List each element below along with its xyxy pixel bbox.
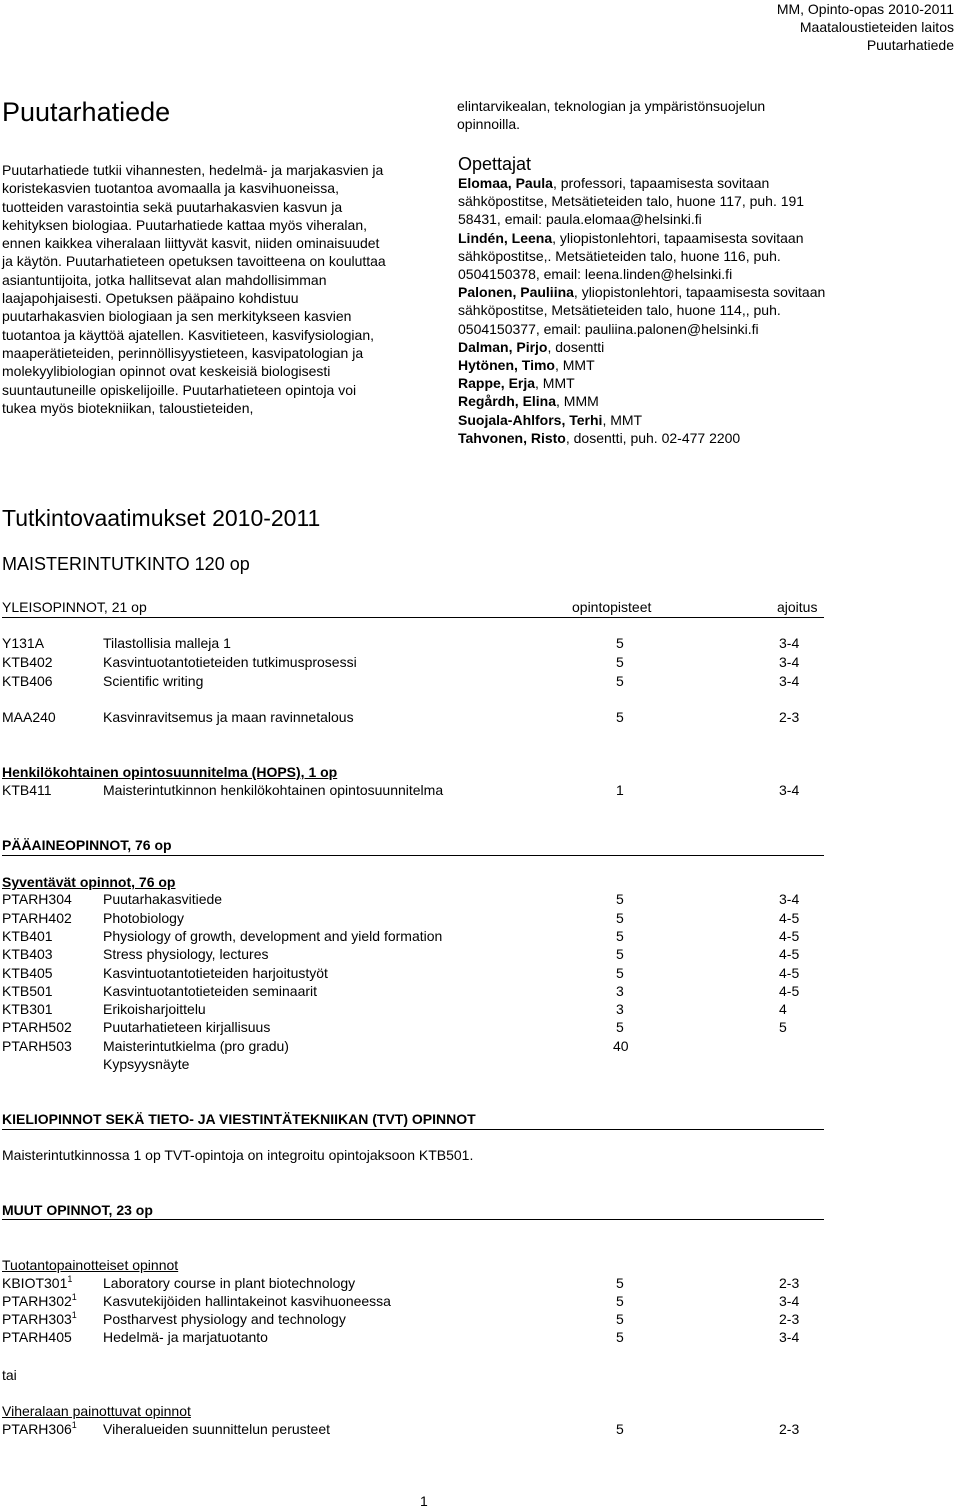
hops-heading: Henkilökohtainen opintosuunnitelma (HOPS), 1 op [2,764,338,780]
teacher-entry [458,338,828,356]
teacher-entry [458,411,828,429]
footnote-mark: 1 [71,1420,77,1430]
course-timing: 3-4 [779,1293,800,1309]
intro-paragraph-continued: elintarvikealan, teknologian ja ympäristönsuojelun opinnoilla. [457,98,766,133]
course-row [2,1037,824,1055]
course-row [2,909,824,927]
course-timing: 2-3 [779,1311,800,1327]
teacher-entry [458,392,828,410]
course-name: Viheralueiden suunnittelun perusteet [103,1421,331,1437]
course-row [2,672,824,690]
page-number: 1 [420,1493,428,1509]
course-code [2,1420,77,1438]
production-studies-heading: Tuotantopainotteiset opinnot [2,1257,179,1273]
course-credits: 5 [616,910,624,926]
course-credits: 5 [616,635,624,651]
course-code: KTB406 [2,673,53,689]
language-studies-heading: KIELIOPINNOT SEKÄ TIETO- JA VIESTINTÄTEKNIIKAN (TVT) OPINNOT [2,1111,476,1127]
course-row [2,1420,824,1438]
landscape-studies-heading: Viheralaan painottuvat opinnot [2,1403,191,1419]
teacher-name: Lindén, Leena [458,229,553,246]
course-credits: 5 [616,1311,624,1327]
course-timing: 3-4 [779,654,800,670]
course-code: PTARH502 [2,1019,72,1035]
footnote-mark: 1 [67,1274,73,1284]
course-timing: 3-4 [779,635,800,651]
course-code [2,1310,77,1328]
course-timing: 5 [779,1019,787,1035]
course-name: Photobiology [103,910,184,926]
degree-heading: MAISTERINTUTKINTO 120 op [2,554,250,574]
course-credits: 5 [616,1421,624,1437]
course-name: Puutarhakasvitiede [103,891,223,907]
course-credits: 40 [613,1038,629,1054]
section-divider [2,855,824,856]
teacher-info: , MMT [602,411,643,428]
page-title: Puutarhatiede [2,97,171,127]
course-code: KTB403 [2,946,53,962]
course-row [2,708,824,726]
course-name: Kypsyysnäyte [103,1056,190,1072]
course-code-text: PTARH405 [2,1329,72,1345]
course-timing: 4 [779,1001,787,1017]
teachers-heading: Opettajat [458,154,532,174]
footnote-mark: 1 [71,1292,77,1302]
course-row [2,1310,824,1328]
course-name: Kasvutekijöiden hallintakeinot kasvihuoneessa [103,1293,391,1309]
teacher-name: Hytönen, Timo [458,357,555,374]
course-credits: 3 [616,1001,624,1017]
course-timing: 2-3 [779,709,800,725]
course-code [2,1328,72,1346]
course-row [2,1292,824,1310]
timing-column-header: ajoitus [777,599,818,615]
course-code-text: PTARH303 [2,1311,72,1327]
teacher-info: , yliopistonlehtori, tapaamisesta sovitaan sähköpostitse,. Metsätieteiden talo, huone 116, puh. 0504150378, email: leena.linden@helsinki.fi [458,229,804,283]
course-row [2,1018,824,1036]
course-name: Maisterintutkinnon henkilökohtainen opintosuunnitelma [103,782,444,798]
course-row [2,1328,824,1346]
course-credits: 5 [616,1293,624,1309]
course-code [2,1292,77,1310]
course-name: Puutarhatieteen kirjallisuus [103,1019,271,1035]
course-row [2,634,824,652]
course-timing: 3-4 [779,1329,800,1345]
teacher-info: , professori, tapaamisesta sovitaan sähköpostitse, Metsätieteiden talo, huone 117, puh. 191 58431, email: paula.elomaa@helsinki.fi [458,175,805,228]
course-row [2,1274,824,1292]
course-timing: 2-3 [779,1421,800,1437]
teacher-info: , MMT [554,357,595,374]
course-timing: 4-5 [779,983,800,999]
course-name: Laboratory course in plant biotechnology [103,1275,356,1291]
course-code-text: PTARH306 [2,1421,72,1437]
course-timing: 3-4 [779,673,800,689]
teacher-name: Tahvonen, Risto [458,429,566,446]
course-name: Postharvest physiology and technology [103,1311,346,1327]
general-studies-heading: YLEISOPINNOT, 21 op [2,599,147,615]
teacher-entry [458,174,828,229]
teacher-info: , MMM [556,393,599,410]
major-studies-heading: PÄÄAINEOPINNOT, 76 op [2,837,172,853]
course-credits: 5 [616,1275,624,1291]
teacher-info: , MMT [535,375,575,392]
course-timing: 3-4 [779,891,800,907]
course-code: KTB411 [2,782,52,798]
course-credits: 5 [616,709,624,725]
course-credits: 5 [616,891,624,907]
header-line-1: MM, Opinto-opas 2010-2011 [776,1,954,17]
course-credits: 1 [616,782,624,798]
course-credits: 5 [616,673,624,689]
course-name: Kasvinravitsemus ja maan ravinnetalous [103,709,354,725]
section-divider [2,1219,824,1220]
course-name: Stress physiology, lectures [103,946,269,962]
course-code: KTB401 [2,928,53,944]
teacher-name: Dalman, Pirjo [458,338,548,355]
course-code: Y131A [2,635,45,651]
course-row [2,1055,824,1073]
teacher-name: Elomaa, Paula [458,175,553,191]
teacher-entry [458,374,828,392]
course-timing: 3-4 [779,782,800,798]
course-timing: 2-3 [779,1275,800,1291]
teacher-entry [458,429,828,447]
course-row [2,781,824,799]
course-credits: 5 [616,1329,624,1345]
course-code: KTB402 [2,654,53,670]
teacher-name: Regårdh, Elina [458,393,557,410]
course-code: KTB405 [2,965,53,981]
course-timing: 4-5 [779,910,800,926]
course-row [2,927,824,945]
course-credits: 5 [616,928,624,944]
course-timing: 4-5 [779,946,800,962]
teacher-info: , dosentti [547,338,605,355]
other-studies-heading: MUUT OPINNOT, 23 op [2,1202,153,1218]
course-row [2,982,824,1000]
course-name: Hedelmä- ja marjatuotanto [103,1329,268,1345]
or-separator: tai [2,1367,17,1383]
course-code-text: PTARH302 [2,1293,72,1309]
course-row [2,964,824,982]
course-name: Tilastollisia malleja 1 [103,635,231,651]
document-header [777,0,954,54]
section-divider [2,1129,824,1130]
course-credits: 3 [616,983,624,999]
teacher-entry [458,356,828,374]
teacher-info: , yliopistonlehtori, tapaamisesta sovitaan sähköpostitse, Metsätieteiden talo, huone 114,, puh. 0504150377, email: pauliina.palonen@helsinki.fi [458,284,826,337]
teacher-name: Suojala-Ahlfors, Terhi [458,411,603,428]
course-code: KTB501 [2,983,53,999]
advanced-studies-heading: Syventävät opinnot, 76 op [2,874,176,890]
course-row [2,1000,824,1018]
teacher-entry [458,229,828,284]
course-credits: 5 [616,654,624,670]
course-credits: 5 [616,946,624,962]
section-divider [2,617,824,618]
teacher-info: , dosentti, puh. 02-477 2200 [565,429,741,446]
intro-paragraph: Puutarhatiede tutkii vihannesten, hedelmä- ja marjakasvien ja koristekasvien tuotantoa avomaalla ja kasvihuoneissa, tuotteiden varastointia sekä puutarhakasvien kasvun ja kehityksen biologiaa. Puutarhatiede kattaa myös viheralan, ennen kaikkea viheralaan liittyvät kasvit, niiden ominaisuudet ja käytön. Puutarhatieteen opetuksen tavoitteena on kouluttaa asiantuntijoita, jotka hallitsevat alan mahdollisimman laajapohjaisesti. Opetuksen pääpaino kohdistuu puutarhakasvien biologiaan ja sen merkitykseen kasvien tuotantoa ja käyttöä ajatellen. Kasvitieteen, kasvifysiologian, maaperätieteiden, perinnöllisyystieteen, kasvipatologian ja molekyylibiologian opinnot ovat keskeisiä biologisesti suuntautuneille opiskelijoille. Puutarhatieteen opintoja voi tukea myös biotekniikan, taloustieteiden, [2,162,386,416]
course-row [2,945,824,963]
header-line-2: Maataloustieteiden laitos [799,19,954,35]
course-timing: 4-5 [779,965,800,981]
course-code: MAA240 [2,709,56,725]
footnote-mark: 1 [71,1310,77,1320]
course-credits: 5 [616,965,624,981]
course-code-text: KBIOT301 [2,1275,68,1291]
course-name: Maisterintutkielma (pro gradu) [103,1038,289,1054]
header-line-3: Puutarhatiede [866,37,954,53]
teacher-name: Rappe, Erja [458,375,536,392]
course-code: PTARH503 [2,1038,72,1054]
requirements-heading: Tutkintovaatimukset 2010-2011 [2,505,321,531]
teacher-name: Palonen, Pauliina [458,284,574,301]
course-code [2,1274,72,1292]
course-name: Scientific writing [103,673,204,689]
course-row [2,653,824,671]
teacher-entry [458,283,828,338]
course-code: PTARH304 [2,891,72,907]
course-name: Erikoisharjoittelu [103,1001,206,1017]
course-timing: 4-5 [779,928,800,944]
language-studies-note: Maisterintutkinnossa 1 op TVT-opintoja on integroitu opintojaksoon KTB501. [2,1147,474,1163]
course-name: Kasvintuotantotieteiden tutkimusprosessi [103,654,357,670]
course-name: Kasvintuotantotieteiden seminaarit [103,983,318,999]
course-row [2,890,824,908]
course-name: Physiology of growth, development and yield formation [103,928,443,944]
credits-column-header: opintopisteet [572,599,652,615]
course-credits: 5 [616,1019,624,1035]
teachers-list [458,174,828,447]
course-code: KTB301 [2,1001,53,1017]
course-code: PTARH402 [2,910,72,926]
course-name: Kasvintuotantotieteiden harjoitustyöt [103,965,328,981]
